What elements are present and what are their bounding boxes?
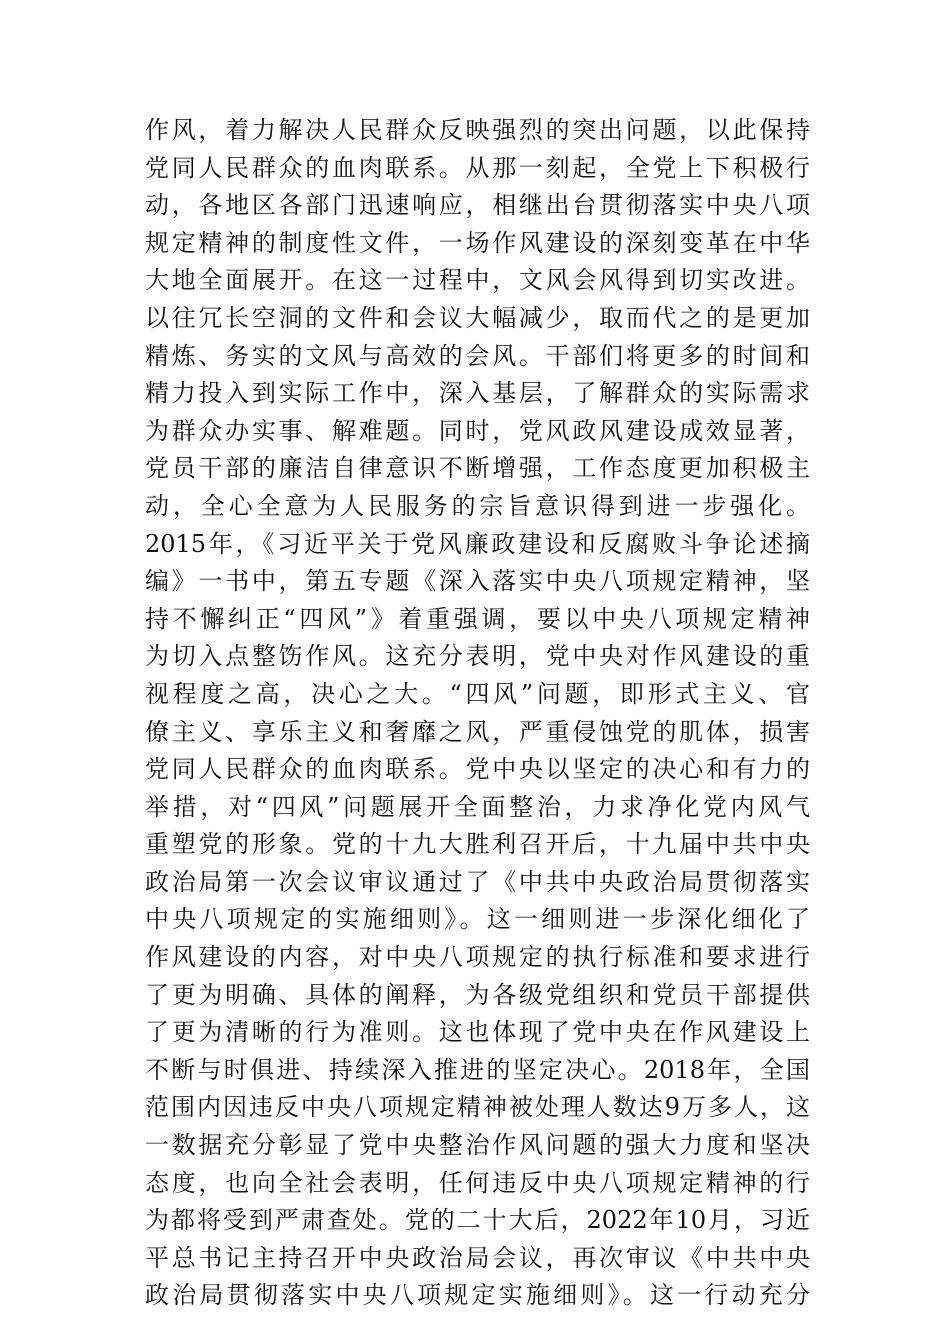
text-line: 为群众办实事、解难题。同时，党风政风建设成效显著， bbox=[145, 416, 810, 445]
text-line: 了更为清晰的行为准则。这也体现了党中央在作风建设上 bbox=[145, 1018, 810, 1047]
text-line: 平总书记主持召开中央政治局会议，再次审议《中共中央 bbox=[145, 1243, 810, 1272]
text-line: 了更为明确、具体的阐释，为各级党组织和党员干部提供 bbox=[145, 980, 810, 1009]
text-line: 重塑党的形象。党的十九大胜利召开后，十九届中共中央 bbox=[145, 830, 810, 859]
text-line: 动，全心全意为人民服务的宗旨意识得到进一步强化。 bbox=[145, 491, 810, 520]
text-line: 作风建设的内容，对中央八项规定的执行标准和要求进行 bbox=[145, 943, 810, 972]
text-line: 态度，也向全社会表明，任何违反中央八项规定精神的行 bbox=[145, 1168, 810, 1197]
text-line: 党同人民群众的血肉联系。党中央以坚定的决心和有力的 bbox=[145, 755, 810, 784]
text-line: 作风，着力解决人民群众反映强烈的突出问题，以此保持 bbox=[145, 116, 810, 144]
text-line: 政治局第一次会议审议通过了《中共中央政治局贯彻落实 bbox=[145, 867, 810, 896]
text-line: 一数据充分彰显了党中央整治作风问题的强大力度和坚决 bbox=[145, 1131, 810, 1160]
text-line: 党同人民群众的血肉联系。从那一刻起，全党上下积极行 bbox=[145, 153, 810, 182]
text-line: 举措，对“四风”问题展开全面整治，力求净化党内风气 bbox=[145, 792, 810, 821]
text-line: 精力投入到实际工作中，深入基层，了解群众的实际需求 bbox=[145, 379, 810, 408]
text-line: 持不懈纠正“四风”》着重强调，要以中央八项规定精神 bbox=[145, 604, 810, 633]
text-line: 为切入点整饬作风。这充分表明，党中央对作风建设的重 bbox=[145, 642, 810, 671]
text-line: 以往冗长空洞的文件和会议大幅减少，取而代之的是更加 bbox=[145, 303, 810, 332]
text-line: 党员干部的廉洁自律意识不断增强，工作态度更加积极主 bbox=[145, 454, 810, 483]
text-line: 大地全面展开。在这一过程中，文风会风得到切实改进。 bbox=[145, 266, 810, 295]
text-line: 中央八项规定的实施细则》。这一细则进一步深化细化了 bbox=[145, 905, 810, 934]
text-line: 为都将受到严肃查处。党的二十大后，2022年10月，习近 bbox=[145, 1206, 810, 1235]
text-line: 动，各地区各部门迅速响应，相继出台贯彻落实中央八项 bbox=[145, 191, 810, 220]
text-line: 僚主义、享乐主义和奢靡之风，严重侵蚀党的肌体，损害 bbox=[145, 717, 810, 746]
text-line: 政治局贯彻落实中央八项规定实施细则》。这一行动充分 bbox=[145, 1281, 810, 1310]
body-paragraph bbox=[145, 112, 810, 1315]
text-line: 规定精神的制度性文件，一场作风建设的深刻变革在中华 bbox=[145, 228, 810, 257]
text-line: 2015年，《习近平关于党风廉政建设和反腐败斗争论述摘 bbox=[145, 529, 810, 558]
text-line: 范围内因违反中央八项规定精神被处理人数达9万多人，这 bbox=[145, 1093, 810, 1122]
text-line: 不断与时俱进、持续深入推进的坚定决心。2018年，全国 bbox=[145, 1055, 810, 1084]
text-line: 视程度之高，决心之大。“四风”问题，即形式主义、官 bbox=[145, 679, 810, 708]
text-line: 编》一书中，第五专题《深入落实中央八项规定精神，坚 bbox=[145, 567, 810, 596]
text-line: 精炼、务实的文风与高效的会风。干部们将更多的时间和 bbox=[145, 341, 810, 370]
